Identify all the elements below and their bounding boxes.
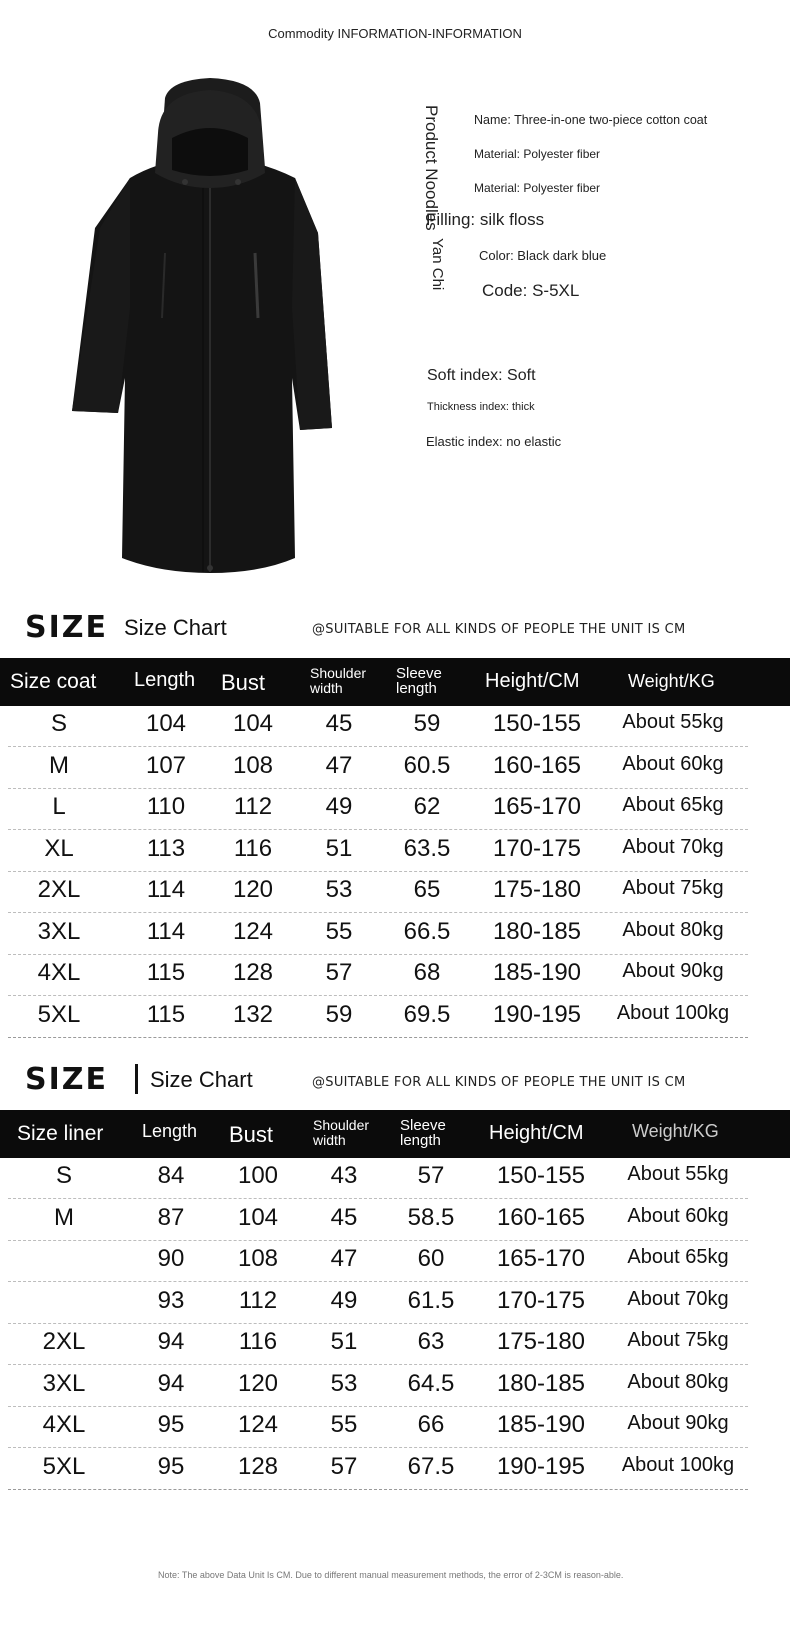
cell-sleeve: 64.5	[407, 1369, 455, 1397]
col-length: Length	[134, 669, 196, 691]
cell-weight: About 75kg	[622, 877, 724, 899]
cell-bust: 104	[237, 1203, 279, 1231]
chart2-header-row	[0, 1110, 790, 1158]
info-material-2: Material: Polyester fiber	[474, 181, 601, 195]
cell-bust: 128	[237, 1452, 279, 1480]
info-filling: Filling: silk floss	[426, 210, 545, 229]
product-label: Product Noodles	[422, 105, 441, 231]
chart2-suitable-note: @SUITABLE FOR ALL KINDS OF PEOPLE THE UNIT IS CM	[312, 1075, 686, 1090]
col-shoulder	[310, 666, 366, 696]
cell-shoulder: 47	[330, 1245, 358, 1272]
cell-sleeve: 57	[417, 1162, 445, 1189]
cell-shoulder: 45	[330, 1203, 358, 1231]
col-shoulder-line1: Shoulder	[313, 1117, 370, 1133]
cell-height: 185-190	[496, 1411, 586, 1438]
cell-size: M	[54, 1203, 74, 1231]
cell-size: 3XL	[37, 917, 81, 945]
cell-weight: About 90kg	[627, 1412, 729, 1434]
cell-sleeve: 66	[417, 1411, 445, 1438]
cell-height: 185-190	[492, 959, 582, 986]
cell-bust: 120	[232, 876, 274, 903]
info-thickness: Thickness index: thick	[427, 401, 535, 413]
table-row	[8, 994, 748, 1038]
col-sleeve-line1: Sleeve	[396, 665, 442, 682]
cell-weight: About 70kg	[622, 835, 724, 858]
info-color: Color: Black dark blue	[479, 248, 607, 263]
cell-weight: About 100kg	[616, 1001, 730, 1024]
cell-sleeve: 67.5	[407, 1452, 455, 1480]
table-row	[8, 703, 748, 747]
cell-weight: About 60kg	[627, 1204, 729, 1227]
cell-sleeve: 63.5	[403, 834, 451, 862]
col-size: Size coat	[10, 670, 97, 693]
cell-shoulder: 51	[330, 1328, 358, 1355]
cell-height: 150-155	[492, 710, 582, 737]
cell-shoulder: 43	[330, 1162, 358, 1189]
cell-size: S	[50, 710, 67, 737]
cell-height: 175-180	[496, 1328, 586, 1355]
cell-length: 114	[146, 917, 186, 945]
cell-height: 160-165	[496, 1203, 586, 1231]
cell-height: 165-170	[492, 793, 582, 820]
cell-size: 5XL	[42, 1452, 86, 1480]
cell-shoulder: 55	[325, 917, 353, 945]
cell-height: 150-155	[496, 1162, 586, 1189]
col-height: Height/CM	[485, 670, 580, 692]
cell-shoulder: 53	[330, 1369, 358, 1397]
info-code: Code: S-5XL	[482, 281, 580, 300]
cell-shoulder: 55	[330, 1411, 358, 1438]
cell-height: 180-185	[492, 917, 582, 945]
cell-weight: About 90kg	[622, 960, 724, 982]
cell-sleeve: 59	[413, 710, 441, 737]
cell-bust: 116	[238, 1328, 278, 1355]
chart1-title: Size Chart	[124, 615, 227, 640]
col-sleeve	[396, 666, 442, 696]
cell-height: 190-195	[492, 1000, 582, 1028]
cell-bust: 132	[232, 1000, 274, 1028]
cell-length: 114	[146, 876, 186, 903]
col-bust: Bust	[229, 1122, 274, 1147]
cell-bust: 108	[237, 1245, 279, 1272]
cell-sleeve: 66.5	[403, 917, 451, 945]
cell-shoulder: 59	[325, 1000, 353, 1028]
table-row	[8, 828, 748, 872]
table-row	[8, 786, 748, 830]
cell-bust: 104	[232, 710, 274, 737]
cell-size: S	[55, 1162, 72, 1189]
col-sleeve-line2: length	[396, 680, 437, 697]
cell-height: 170-175	[492, 834, 582, 862]
cell-sleeve: 69.5	[403, 1000, 451, 1028]
chart1-header-row	[0, 658, 790, 706]
cell-sleeve: 62	[413, 793, 441, 820]
cell-height: 180-185	[496, 1369, 586, 1397]
measurement-note: Note: The above Data Unit Is CM. Due to different manual measurement methods, the error of 2-3CM is reason-able.	[158, 1570, 624, 1580]
cell-bust: 116	[233, 834, 273, 862]
cell-weight: About 80kg	[627, 1370, 729, 1393]
cell-weight: About 55kg	[622, 711, 724, 733]
cell-sleeve: 65	[413, 876, 441, 903]
cell-bust: 108	[232, 751, 274, 779]
col-bust: Bust	[221, 670, 266, 695]
col-weight: Weight/KG	[628, 671, 715, 691]
chart1-size-word: SIZE	[25, 610, 109, 645]
cell-height: 165-170	[496, 1245, 586, 1272]
cell-length: 104	[145, 710, 187, 737]
cell-length: 110	[146, 793, 186, 820]
col-sleeve-line1: Sleeve	[400, 1117, 446, 1134]
table-row	[8, 1238, 748, 1282]
col-shoulder-line2: width	[310, 680, 343, 696]
cell-length: 87	[157, 1203, 185, 1231]
chart1-suitable-note: @SUITABLE FOR ALL KINDS OF PEOPLE THE UNIT IS CM	[312, 622, 686, 637]
cell-sleeve: 58.5	[407, 1203, 455, 1231]
cell-bust: 112	[233, 793, 273, 820]
cell-length: 95	[157, 1411, 185, 1438]
table-row	[8, 869, 748, 913]
cell-bust: 124	[232, 917, 274, 945]
col-sleeve-line2: length	[400, 1132, 441, 1149]
cell-size: 2XL	[42, 1328, 86, 1355]
col-height: Height/CM	[489, 1122, 584, 1144]
col-sleeve	[400, 1118, 446, 1148]
cell-shoulder: 45	[325, 710, 353, 737]
cell-shoulder: 57	[325, 959, 353, 986]
col-weight: Weight/KG	[632, 1121, 719, 1141]
info-soft: Soft index: Soft	[427, 367, 536, 384]
table-row	[8, 745, 748, 789]
cell-shoulder: 49	[325, 793, 353, 820]
cell-shoulder: 53	[325, 876, 353, 903]
cell-weight: About 65kg	[627, 1246, 729, 1268]
cell-weight: About 80kg	[622, 918, 724, 941]
cell-height: 175-180	[492, 876, 582, 903]
cell-weight: About 100kg	[621, 1453, 735, 1476]
info-material-1: Material: Polyester fiber	[474, 147, 601, 161]
table-row	[8, 1446, 748, 1490]
cell-size: M	[49, 751, 69, 779]
cell-shoulder: 51	[325, 834, 353, 862]
cell-sleeve: 60	[417, 1245, 445, 1272]
table-row	[8, 952, 748, 996]
cell-size: 2XL	[37, 876, 81, 903]
cell-length: 107	[145, 751, 187, 779]
info-elastic: Elastic index: no elastic	[426, 434, 562, 449]
cell-height: 160-165	[492, 751, 582, 779]
cell-length: 84	[157, 1162, 185, 1189]
cell-bust: 128	[232, 959, 274, 986]
cell-shoulder: 49	[330, 1286, 358, 1314]
cell-weight: About 75kg	[627, 1329, 729, 1351]
cell-bust: 100	[237, 1162, 279, 1189]
info-name: Name: Three-in-one two-piece cotton coat	[474, 113, 708, 127]
cell-size: XL	[44, 834, 74, 862]
cell-length: 94	[157, 1328, 185, 1355]
cell-shoulder: 47	[325, 751, 353, 779]
table-row	[8, 1280, 748, 1324]
cell-length: 94	[157, 1369, 185, 1397]
chart2-divider	[135, 1064, 138, 1094]
cell-size: L	[52, 793, 66, 820]
cell-height: 170-175	[496, 1286, 586, 1314]
cell-length: 90	[157, 1245, 185, 1272]
cell-length: 93	[157, 1286, 185, 1314]
cell-shoulder: 57	[330, 1452, 358, 1480]
col-size: Size liner	[17, 1122, 104, 1145]
col-shoulder-line2: width	[313, 1132, 346, 1148]
cell-size: 4XL	[42, 1411, 86, 1438]
cell-bust: 124	[237, 1411, 279, 1438]
page-header-title: Commodity INFORMATION-INFORMATION	[268, 26, 522, 41]
cell-weight: About 60kg	[622, 752, 724, 775]
cell-bust: 112	[238, 1286, 278, 1314]
yanchi-label: Yan Chi	[429, 238, 446, 291]
cell-length: 115	[146, 1000, 186, 1028]
cell-length: 95	[157, 1452, 185, 1480]
cell-size: 3XL	[42, 1369, 86, 1397]
col-shoulder-line1: Shoulder	[310, 665, 367, 681]
chart2-size-word: SIZE	[25, 1062, 109, 1097]
chart2-title: Size Chart	[150, 1067, 253, 1092]
cell-size: 5XL	[37, 1000, 81, 1028]
cell-weight: About 65kg	[622, 794, 724, 816]
cell-sleeve: 68	[413, 959, 441, 986]
table-row	[8, 1404, 748, 1448]
cell-bust: 120	[237, 1369, 279, 1397]
table-row	[8, 1197, 748, 1241]
col-shoulder	[313, 1118, 369, 1148]
cell-length: 113	[146, 834, 186, 862]
cell-size: 4XL	[37, 959, 81, 986]
coat-image	[60, 78, 360, 598]
table-row	[8, 1363, 748, 1407]
cell-sleeve: 60.5	[403, 751, 451, 779]
table-row	[8, 1321, 748, 1365]
cell-sleeve: 63	[417, 1328, 445, 1355]
table-row	[8, 911, 748, 955]
cell-sleeve: 61.5	[407, 1286, 455, 1314]
col-length: Length	[142, 1121, 198, 1141]
cell-height: 190-195	[496, 1452, 586, 1480]
cell-length: 115	[146, 959, 186, 986]
cell-weight: About 55kg	[627, 1163, 729, 1185]
table-row	[8, 1155, 748, 1199]
cell-weight: About 70kg	[627, 1287, 729, 1310]
